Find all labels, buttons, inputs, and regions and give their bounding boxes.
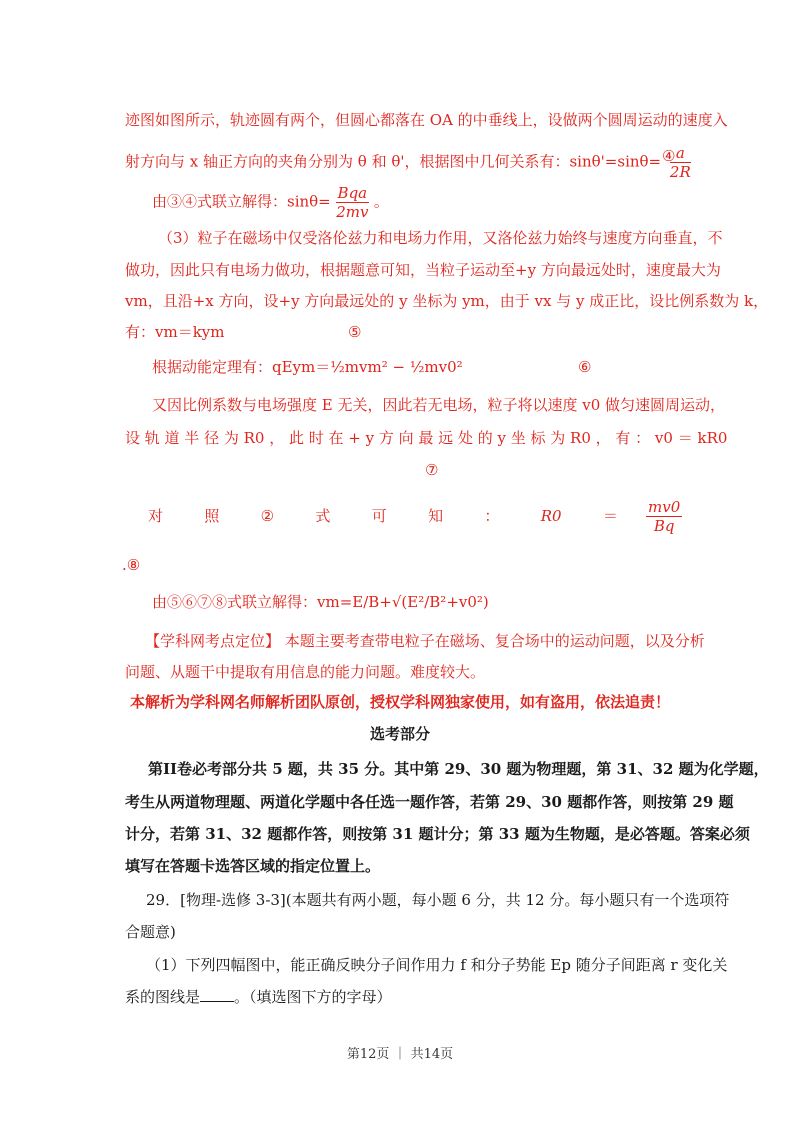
solution-line: 迹图如图所示，轨迹圆有两个，但圆心都落在 OA 的中垂线上，设做两个圆周运动的速度入: [125, 111, 728, 129]
solution-line-spaced: [148, 505, 618, 526]
fraction: [646, 498, 682, 535]
solution-line: vm，且沿+x 方向，设+y 方向最远处的 y 坐标为 ym，由于 vx 与 y 成正比，设比例系数为 k，: [125, 292, 769, 310]
question-line: 29．[物理-选修 3-3](本题共有两小题，每小题 6 分，共 12 分。每小题只有一个选项符: [146, 891, 730, 909]
fraction: [336, 184, 370, 221]
question-line: （1）下列四幅图中，能正确反映分子间作用力 f 和分子势能 Ep 随分子间距离 r 变化关: [146, 956, 728, 974]
solution-line: 根据动能定理有：qEym＝½mvm² − ½mv0²: [152, 358, 463, 376]
equation-number: .⑧: [122, 556, 141, 574]
spaced-char: 可: [371, 507, 387, 525]
spaced-char: 对: [148, 507, 164, 525]
equation-number: ⑥: [578, 358, 592, 376]
solution-line: 有：vm＝kym: [125, 323, 225, 341]
solution-line: 又因比例系数与电场强度 E 无关，因此若无电场，粒子将以速度 v0 做匀速圆周运动，: [152, 396, 726, 414]
instructions-line: 第II卷必考部分共 5 题，共 35 分。其中第 29、30 题为物理题，第 31、32 题为化学题，: [148, 760, 769, 778]
equation-number: ⑦: [425, 461, 439, 479]
solution-line: [125, 144, 691, 181]
question-line: [125, 987, 392, 1007]
instructions-line: 计分，若第 31、32 题都作答，则按第 31 题计分；第 33 题为生物题，是必答题。答案必须: [125, 825, 750, 843]
solution-line: 设 轨 道 半 径 为 R0 ， 此 时 在 + y 方 向 最 远 处 的 y 坐 标 为 R0 ， 有 ： v0 ＝ kR0: [125, 429, 728, 447]
fraction-denominator: 2R: [669, 163, 691, 181]
instructions-line: 考生从两道物理题、两道化学题中各任选一题作答，若第 29、30 题都作答，则按第 29 题: [125, 793, 734, 811]
spaced-char: 知: [428, 507, 444, 525]
section-title: 选考部分: [369, 725, 430, 743]
spaced-char: ②: [260, 506, 275, 525]
question-line: 合题意): [125, 923, 176, 941]
solution-text: 。: [373, 192, 389, 211]
solution-line: [646, 498, 682, 535]
fraction-numerator: mv0: [648, 498, 681, 516]
question-text: 系的图线是: [125, 988, 201, 1006]
copyright-notice: 本解析为学科网名师解析团队原创，授权学科网独家使用，如有盗用，依法追责！: [129, 693, 670, 711]
spaced-char: ＝: [602, 507, 618, 525]
solution-line: [152, 184, 389, 221]
spaced-char: 式: [315, 507, 331, 525]
question-text: 。（填选图下方的字母）: [234, 988, 392, 1006]
equation-number: ④: [662, 147, 676, 165]
solution-line: 由⑤⑥⑦⑧式联立解得：vm=E/B+√(E²/B²+v0²): [152, 593, 489, 611]
fraction-denominator: Bq: [653, 517, 675, 535]
spaced-char: 照: [204, 507, 220, 525]
solution-text: 射方向与 x 轴正方向的夹角分别为 θ 和 θ'，根据图中几何关系有：sinθ'=sinθ=: [125, 152, 662, 171]
equation-number: ⑤: [348, 323, 362, 341]
solution-line: 问题、从题干中提取有用信息的能力问题。难度较大。: [125, 663, 486, 681]
page-footer: 第12页 ｜ 共14页: [346, 1047, 454, 1062]
solution-line: 做功，因此只有电场力做功，根据题意可知，当粒子运动至+y 方向最远处时，速度最大为: [125, 261, 721, 279]
spaced-char: R0: [540, 506, 562, 525]
solution-text: 由③④式联立解得：sinθ=: [152, 192, 331, 211]
fraction-denominator: 2mv: [336, 203, 369, 221]
instructions-line: 填写在答题卡选答区域的指定位置上。: [125, 857, 381, 875]
solution-line: 【学科网考点定位】 本题主要考查带电粒子在磁场、复合场中的运动问题，以及分析: [145, 632, 705, 650]
fraction-numerator: Bqa: [337, 184, 368, 202]
spaced-char: ：: [484, 507, 500, 525]
fraction-numerator: a: [670, 144, 691, 163]
solution-line: （3）粒子在磁场中仅受洛伦兹力和电场力作用，又洛伦兹力始终与速度方向垂直，不: [158, 229, 723, 247]
answer-blank[interactable]: [200, 987, 234, 1002]
